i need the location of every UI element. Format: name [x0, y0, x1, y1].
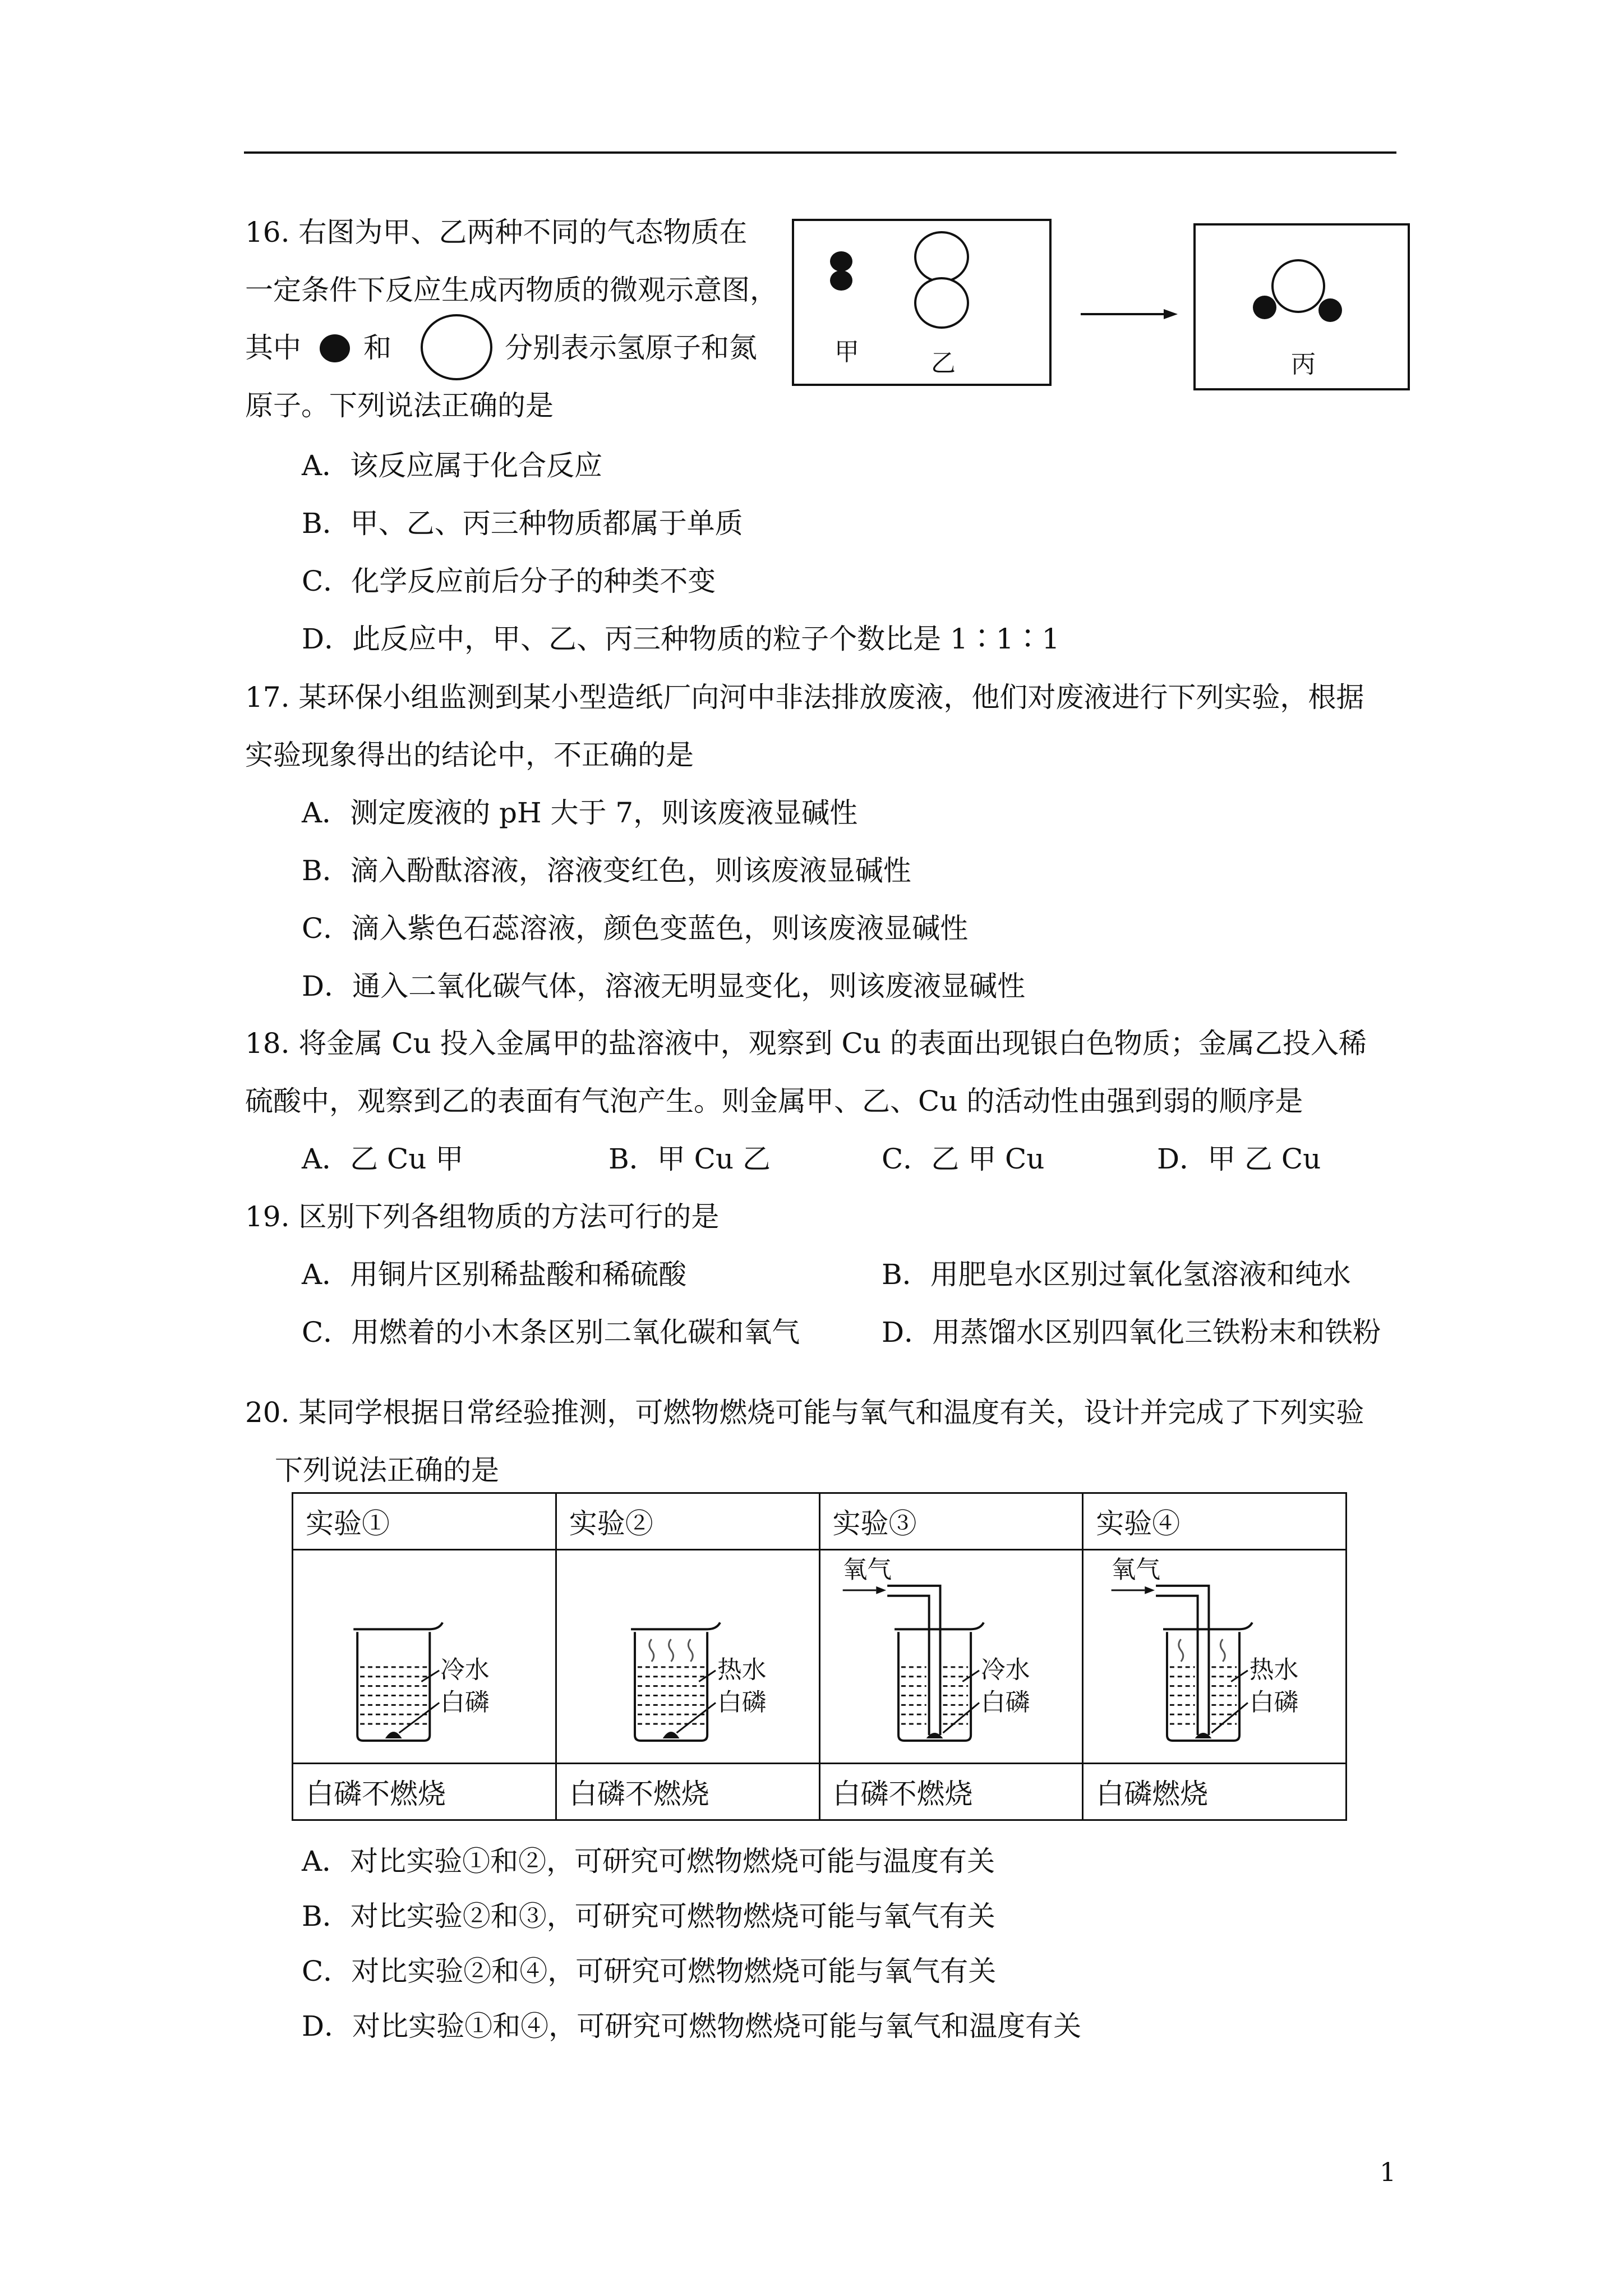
- oxygen-label-4: 氧气: [1111, 1555, 1161, 1584]
- q17-line-1: 17. 某环保小组监测到某小型造纸厂向河中非法排放废液，他们对废液进行下列实验，根据: [245, 681, 1364, 714]
- phosphorus-label-4: 白磷: [1249, 1688, 1299, 1717]
- q20-line-2: 下列说法正确的是: [275, 1454, 499, 1487]
- q20-option-a: A．对比实验①和②，可研究可燃物燃烧可能与温度有关: [302, 1845, 995, 1878]
- exp-result-1: 白磷不燃烧: [293, 1764, 556, 1820]
- exp-result-3: 白磷不燃烧: [819, 1764, 1083, 1820]
- jia-hydrogen-atom-1: [830, 251, 852, 272]
- hot-water-label-2: 热水: [717, 1655, 767, 1685]
- q18-line-2: 硫酸中，观察到乙的表面有气泡产生。则金属甲、乙、Cu 的活动性由强到弱的顺序是: [245, 1085, 1303, 1117]
- q16-option-c: C．化学反应前后分子的种类不变: [302, 565, 716, 597]
- q19-option-c: C．用燃着的小木条区别二氧化碳和氧气: [302, 1316, 800, 1349]
- q17-option-d: D．通入二氧化碳气体，溶液无明显变化，则该废液显碱性: [302, 970, 1026, 1002]
- q17-option-b: B．滴入酚酞溶液，溶液变红色，则该废液显碱性: [302, 854, 911, 887]
- cold-water-label-1: 冷水: [440, 1655, 490, 1685]
- q16-line-1: 16. 右图为甲、乙两种不同的气态物质在: [245, 216, 748, 249]
- experiment-table: [292, 1492, 1347, 1821]
- q18-option-d: D．甲 乙 Cu: [1157, 1143, 1321, 1175]
- q17-option-c: C．滴入紫色石蕊溶液，颜色变蓝色，则该废液显碱性: [302, 912, 969, 945]
- q17-option-a: A．测定废液的 pH 大于 7，则该废液显碱性: [302, 797, 858, 829]
- exp-result-4: 白磷燃烧: [1083, 1764, 1347, 1820]
- header-rule: [244, 151, 1396, 154]
- hot-water-label-4: 热水: [1249, 1655, 1299, 1685]
- nitrogen-atom-legend: [421, 314, 492, 380]
- beaker-hot-water-2: [557, 1550, 819, 1763]
- q18-line-1: 18. 将金属 Cu 投入金属甲的盐溶液中，观察到 Cu 的表面出现银白色物质；金属乙投入稀: [245, 1027, 1367, 1060]
- exp-header-3: 实验③: [819, 1493, 1083, 1550]
- q16-line-2: 一定条件下反应生成丙物质的微观示意图，: [245, 274, 778, 306]
- exp-header-4: 实验④: [1083, 1493, 1347, 1550]
- phosphorus-label-2: 白磷: [717, 1688, 767, 1717]
- q16-line-3c: 分别表示氢原子和氮: [505, 332, 757, 364]
- label-bing: 丙: [1291, 350, 1316, 379]
- label-jia: 甲: [834, 338, 859, 366]
- q16-option-d: D．此反应中，甲、乙、丙三种物质的粒子个数比是 1∶1∶1: [302, 623, 1060, 655]
- q16-line-3b: 和: [363, 332, 391, 364]
- exp-cell-2: [556, 1550, 819, 1764]
- q18-option-a: A．乙 Cu 甲: [302, 1143, 464, 1175]
- beaker-cold-water-oxygen-3: [820, 1550, 1082, 1763]
- jia-hydrogen-atom-2: [830, 270, 852, 291]
- q20-option-d: D．对比实验①和④，可研究可燃物燃烧可能与氧气和温度有关: [302, 2010, 1082, 2042]
- q16-option-b: B．甲、乙、丙三种物质都属于单质: [302, 507, 743, 540]
- q20-option-c: C．对比实验②和④，可研究可燃物燃烧可能与氧气有关: [302, 1955, 997, 1987]
- q16-line-3a: 其中: [245, 332, 301, 364]
- q20-option-b: B．对比实验②和③，可研究可燃物燃烧可能与氧气有关: [302, 1900, 995, 1932]
- q17-line-2: 实验现象得出的结论中，不正确的是: [245, 739, 694, 771]
- label-yi: 乙: [931, 349, 956, 378]
- exp-cell-3: [819, 1550, 1083, 1764]
- q20-line-1: 20. 某同学根据日常经验推测，可燃物燃烧可能与氧气和温度有关，设计并完成了下列实验: [245, 1396, 1364, 1429]
- phosphorus-label-1: 白磷: [440, 1688, 490, 1717]
- q16-option-a: A．该反应属于化合反应: [302, 449, 603, 482]
- q19-option-b: B．用肥皂水区别过氧化氢溶液和纯水: [882, 1258, 1351, 1291]
- exp-header-2: 实验②: [556, 1493, 819, 1550]
- beaker-cold-water-1: [293, 1550, 555, 1763]
- yi-nitrogen-atom-1: [914, 231, 969, 283]
- cold-water-label-3: 冷水: [980, 1655, 1030, 1685]
- exp-header-1: 实验①: [293, 1493, 556, 1550]
- exp-cell-4: [1083, 1550, 1347, 1764]
- beaker-hot-water-oxygen-4: [1083, 1550, 1345, 1763]
- oxygen-label-3: 氧气: [842, 1555, 892, 1584]
- reaction-arrow: [1080, 303, 1181, 325]
- exp-cell-1: [293, 1550, 556, 1764]
- exp-result-2: 白磷不燃烧: [556, 1764, 819, 1820]
- q18-option-b: B．甲 Cu 乙: [608, 1143, 771, 1175]
- hydrogen-atom-legend: [320, 334, 350, 362]
- q19-option-d: D．用蒸馏水区别四氧化三铁粉末和铁粉: [882, 1316, 1381, 1349]
- phosphorus-label-3: 白磷: [980, 1688, 1030, 1717]
- q16-line-4: 原子。下列说法正确的是: [245, 389, 554, 422]
- q19-line: 19. 区别下列各组物质的方法可行的是: [245, 1200, 720, 1233]
- page-number: 1: [1380, 2157, 1396, 2187]
- yi-nitrogen-atom-2: [914, 277, 969, 329]
- q19-option-a: A．用铜片区别稀盐酸和稀硫酸: [302, 1258, 687, 1291]
- q18-option-c: C．乙 甲 Cu: [882, 1143, 1045, 1175]
